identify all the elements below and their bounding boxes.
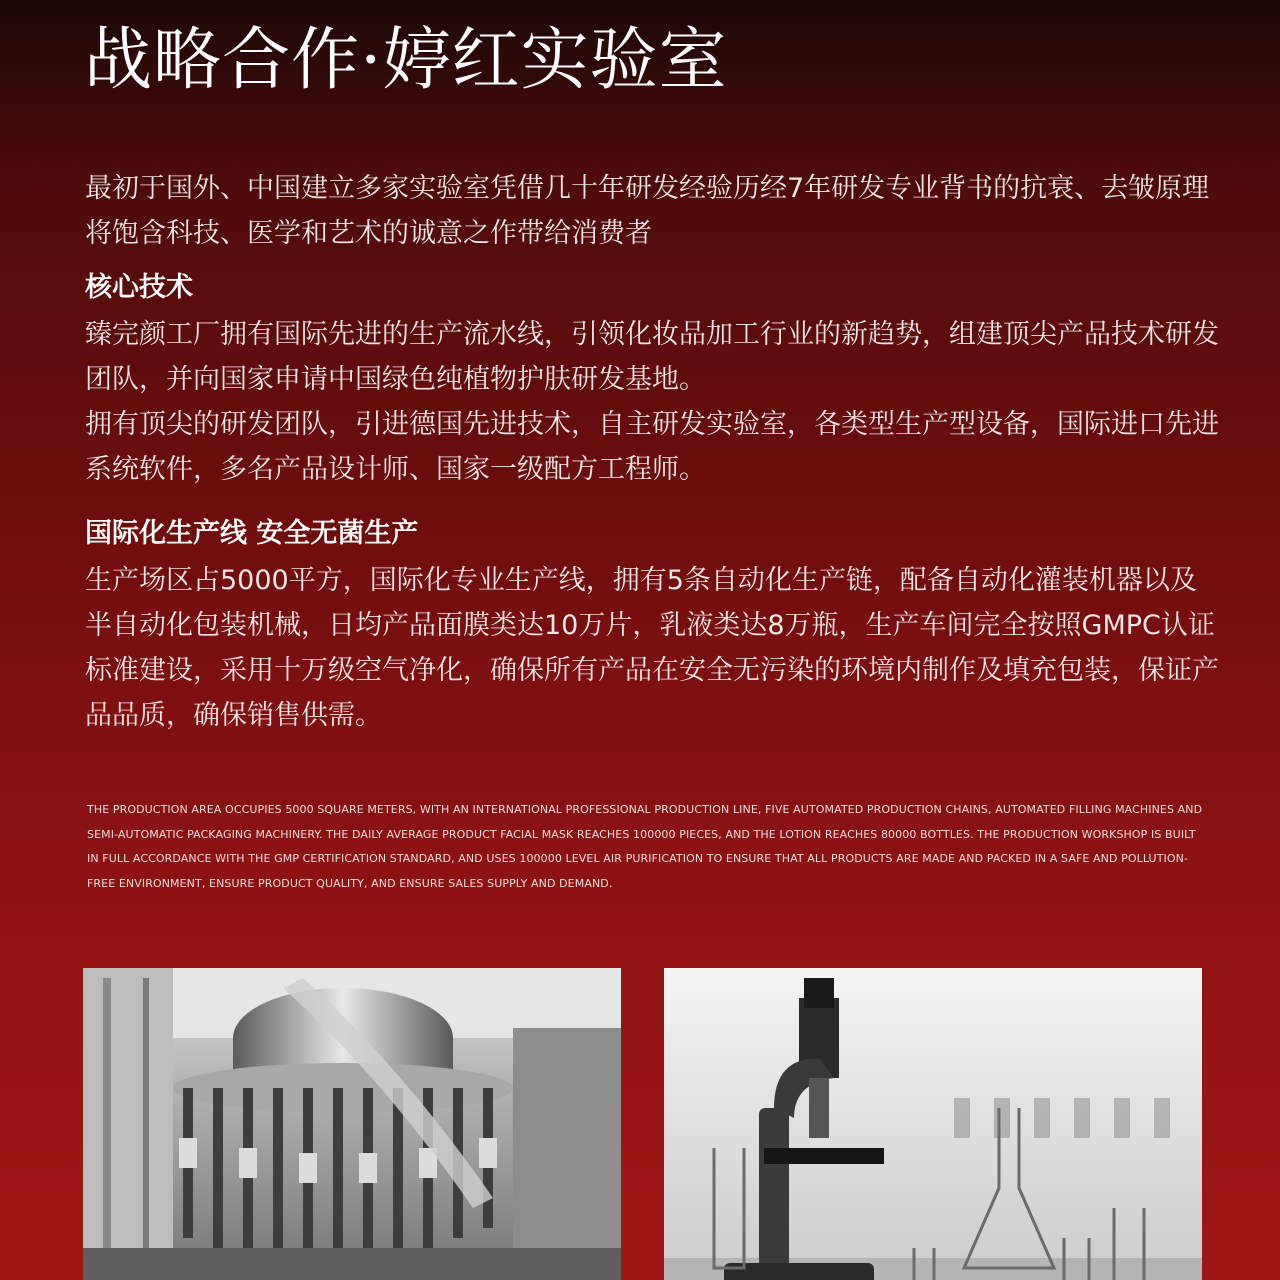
core-technology-paragraph: 拥有顶尖的研发团队，引进德国先进技术，自主研发实验室，各类型生产型设备，国际进口先进系统软件，多名产品设计师、国家一级配方工程师。 bbox=[85, 409, 1219, 485]
section-heading-production-line: 国际化生产线 安全无菌生产 bbox=[85, 518, 419, 549]
production-line-paragraph: 生产场区占5000平方，国际化专业生产线，拥有5条自动化生产链，配备自动化灌装机器以及半自动化包装机械，日均产品面膜类达10万片，乳液类达8万瓶，生产车间完全按照GMPC认证标准建设，采用十万级空气净化，确保所有产品在安全无污染的环境内制作及填充包装，保证产品品质，确保销售供需。 bbox=[85, 565, 1219, 731]
microscope-lab-photo bbox=[664, 968, 1202, 1280]
intro-paragraph: 最初于国外、中国建立多家实验室凭借几十年研发经验历经7年研发专业背书的抗衰、去皱原理将饱含科技、医学和艺术的诚意之作带给消费者 bbox=[85, 173, 1210, 249]
section-body-core-technology bbox=[85, 312, 1220, 492]
english-description: THE PRODUCTION AREA OCCUPIES 5000 SQUARE METERS, WITH AN INTERNATIONAL PROFESSIONAL PRODUCTION LINE, FIVE AUTOMATED PRODUCTION CHAINS, AUTOMATED FILLING MACHINES AND SEMI-AUTOMATIC PACKAGING MACHINERY. THE DAILY AVERAGE PRODUCT FACIAL MASK REACHES 100000 PIECES, AND THE LOTION REACHES 80000 BOTTLES. THE PRODUCTION WORKSHOP IS BUILT IN FULL ACCORDANCE WITH THE GMP CERTIFICATION STANDARD, AND USES 100000 LEVEL AIR PURIFICATION TO ENSURE THAT ALL PRODUCTS ARE MADE AND PACKED IN A SAFE AND POLLUTION-FREE ENVIRONMENT, ENSURE PRODUCT QUALITY, AND ENSURE SALES SUPPLY AND DEMAND. bbox=[87, 803, 1203, 890]
filling-machine-photo bbox=[83, 968, 621, 1280]
section-heading-core-technology: 核心技术 bbox=[85, 272, 193, 303]
core-technology-paragraph: 臻完颜工厂拥有国际先进的生产流水线，引领化妆品加工行业的新趋势，组建顶尖产品技术研发团队，并向国家申请中国绿色纯植物护肤研发基地。 bbox=[85, 319, 1219, 395]
page-title: 战略合作·婷红实验室 bbox=[84, 21, 728, 100]
section-body-production-line bbox=[85, 558, 1220, 738]
